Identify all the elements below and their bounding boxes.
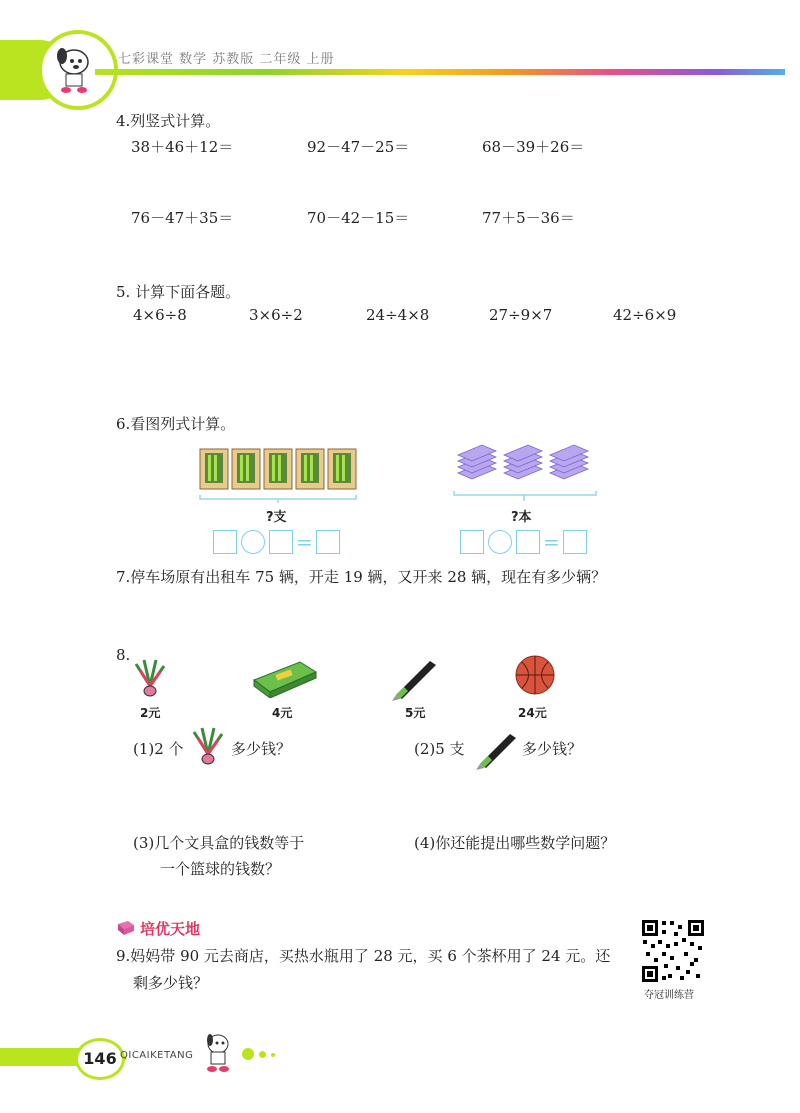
answer-box[interactable]: [213, 530, 237, 554]
q8-label: 8.: [116, 646, 131, 664]
q6-left-caption: ?支: [266, 510, 287, 525]
q5-label: 5. 计算下面各题。: [116, 283, 241, 301]
q6-right-caption: ?本: [511, 510, 532, 525]
operator-circle[interactable]: [241, 530, 265, 554]
header-title: 七彩课堂 数学 苏教版 二年级 上册: [118, 52, 335, 67]
q8-sub2-b: 多少钱？: [522, 740, 583, 758]
operator-circle[interactable]: [488, 530, 512, 554]
q4-expr-6: 77＋5－36＝: [482, 209, 575, 227]
price-shuttlecock: 2元: [140, 706, 161, 720]
q9-line2: 剩多少钱？: [133, 974, 209, 992]
answer-box[interactable]: [516, 530, 540, 554]
book-stacks-picture: [452, 443, 600, 505]
mascot-footer-icon: [200, 1030, 236, 1074]
answer-box[interactable]: [269, 530, 293, 554]
q8-sub4: (4)你还能提出哪些数学问题？: [414, 834, 616, 852]
q8-sub2-a: (2)5 支: [414, 740, 465, 758]
answer-box[interactable]: [316, 530, 340, 554]
q7-text: 7.停车场原有出租车 75 辆，开走 19 辆，又开来 28 辆，现在有多少辆？: [116, 568, 607, 586]
shuttlecock-icon: [188, 726, 228, 768]
decor-dot: [271, 1053, 275, 1057]
book-icon: [116, 920, 136, 936]
q5-expr-2: 3×6÷2: [249, 306, 303, 324]
q4-expr-4: 76－47＋35＝: [131, 209, 234, 227]
basketball-icon: [514, 654, 556, 696]
fountain-pen-icon: [390, 655, 440, 701]
pencil-case-icon: [250, 658, 320, 698]
price-pencil-case: 4元: [272, 706, 293, 720]
q8-sub1-b: 多少钱？: [231, 740, 292, 758]
q4-expr-2: 92－47－25＝: [307, 138, 410, 156]
section-title: 培优天地: [140, 920, 201, 938]
footer-brand: QICAIKETANG: [120, 1050, 194, 1061]
equals-sign: =: [296, 530, 313, 554]
q5-expr-3: 24÷4×8: [366, 306, 430, 324]
q6-left-answer-boxes[interactable]: [213, 530, 340, 554]
q5-expr-5: 42÷6×9: [613, 306, 677, 324]
fountain-pen-icon: [474, 728, 520, 770]
page-number: 146: [75, 1038, 125, 1080]
q4-expr-5: 70－42－15＝: [307, 209, 410, 227]
q6-right-answer-boxes[interactable]: [460, 530, 587, 554]
price-pen: 5元: [405, 706, 426, 720]
q4-expr-1: 38＋46＋12＝: [131, 138, 234, 156]
q9-line1: 9.妈妈带 90 元去商店，买热水瓶用了 28 元，买 6 个茶杯用了 24 元。还: [116, 947, 611, 965]
decor-dot: [242, 1048, 254, 1060]
pencil-boxes-picture: [198, 443, 360, 505]
q6-label: 6.看图列式计算。: [116, 415, 236, 433]
q4-expr-3: 68－39＋26＝: [482, 138, 585, 156]
qr-caption: 夺冠训练营: [644, 990, 694, 1001]
price-basketball: 24元: [518, 706, 547, 720]
answer-box[interactable]: [460, 530, 484, 554]
q5-expr-1: 4×6÷8: [133, 306, 187, 324]
q8-sub1-a: (1)2 个: [133, 740, 184, 758]
q8-sub3-b: 一个篮球的钱数？: [160, 860, 281, 878]
header-rainbow-line: [95, 69, 785, 75]
decor-dot: [259, 1051, 266, 1058]
equals-sign: =: [543, 530, 560, 554]
shuttlecock-icon: [130, 658, 170, 700]
q4-label: 4.列竖式计算。: [116, 112, 221, 130]
q8-sub3-a: (3)几个文具盒的钱数等于: [133, 834, 305, 852]
qr-code[interactable]: [640, 918, 706, 984]
answer-box[interactable]: [563, 530, 587, 554]
q5-expr-4: 27÷9×7: [489, 306, 553, 324]
